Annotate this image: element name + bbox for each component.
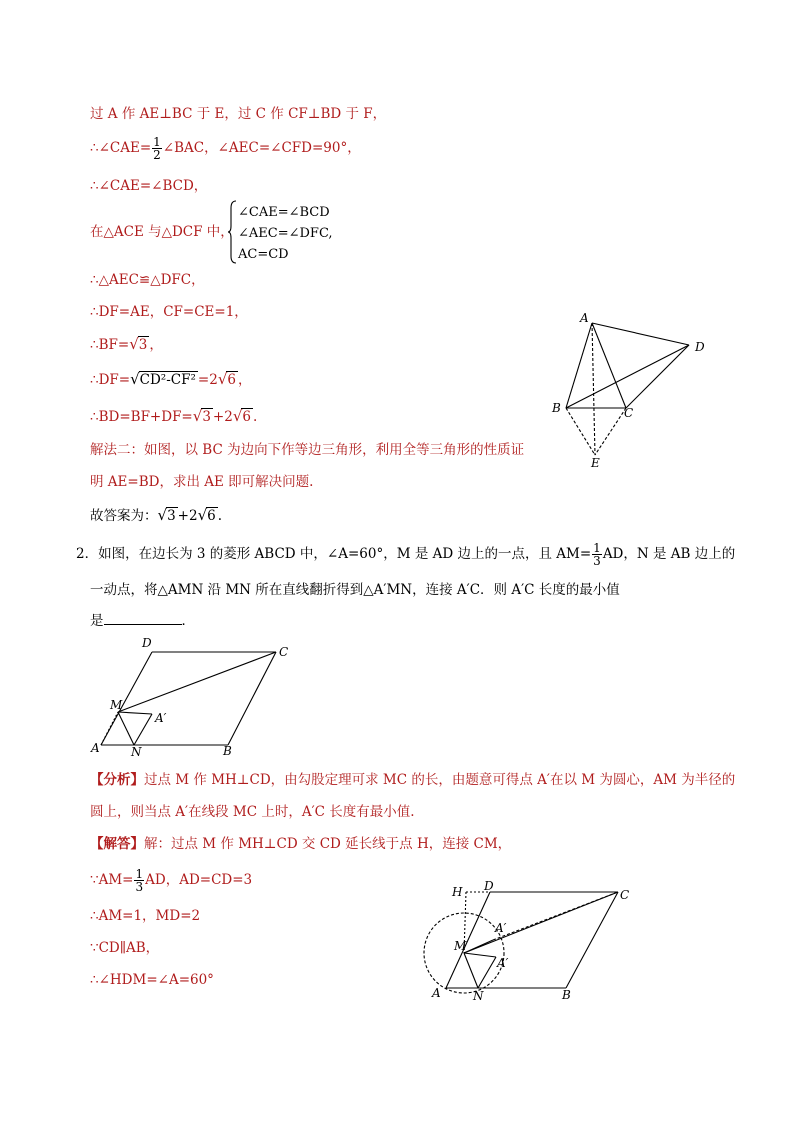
fig2-label-c: C <box>279 645 289 659</box>
fig2-label-b: B <box>223 744 232 758</box>
text-line-3: ∴∠CAE=∠BCD， <box>90 178 208 194</box>
analysis-line-2: 圆上，则当点 A′在线段 MC 上时，A′C 长度有最小值. <box>90 804 415 820</box>
text-line-10: 解法二：如图，以 BC 为边向下作等边三角形，利用全等三角形的性质证 <box>90 442 525 458</box>
text-line-4: 在△ACE 与△DCF 中， <box>90 224 234 240</box>
text-line-9: ∴BD=BF+DF=√3 +2√6 . <box>90 407 258 425</box>
solution-line-3: ∴AM=1，MD=2 <box>90 908 201 924</box>
fig2-label-m: M <box>110 698 123 712</box>
solution-line-5: ∴∠HDM=∠A=60° <box>90 972 214 988</box>
question-2-line-1: 2．如图，在边长为 3 的菱形 ABCD 中，∠A=60°，M 是 AD 边上的一点，且 AM= $\frac{1}{3}$ AD，N 是 AB 边上的 <box>76 541 736 568</box>
solution-line-1: 【解答】解：过点 M 作 MH⊥CD 交 CD 延长线于点 H，连接 CM， <box>90 836 512 852</box>
solution-line-4: ∵CD∥AB， <box>90 940 160 956</box>
fig3-label-a-prime-1: A′ <box>495 921 507 935</box>
fig2-label-a-prime: A′ <box>155 711 167 725</box>
fig2-label-a: A <box>91 741 100 755</box>
question-2-line-2: 一动点，将△AMN 沿 MN 所在直线翻折得到△A′MN，连接 A′C．则 A′C 长度的最小值 <box>90 582 620 598</box>
text-line-8: ∴DF=√CD²-CF² =2√6 ， <box>90 370 252 388</box>
fig3-label-a-prime-2: A′ <box>497 956 509 970</box>
text-line-5: ∴△AEC≌△DFC， <box>90 272 205 288</box>
analysis-line-1: 【分析】过点 M 作 MH⊥CD，由勾股定理可求 MC 的长，由题意可得点 A′在以 M 为圆心，AM 为半径的 <box>90 772 736 788</box>
fig1-label-d: D <box>695 340 705 354</box>
text-line-7: ∴BF=√3 ， <box>90 335 163 353</box>
fig3-label-b: B <box>562 988 571 1002</box>
text-line-1: 过 A 作 AE⊥BC 于 E，过 C 作 CF⊥BD 于 F， <box>90 106 387 122</box>
fig1-label-b: B <box>552 401 561 415</box>
fig3-label-m: M <box>454 939 467 953</box>
text-line-6: ∴DF=AE，CF=CE=1， <box>90 304 248 320</box>
fig3-label-h: H <box>452 885 463 899</box>
fig1-label-a: A <box>580 311 589 325</box>
fig1-label-e: E <box>591 456 600 470</box>
question-2-line-3: 是 ． <box>90 610 195 631</box>
fig3-label-d: D <box>484 879 494 893</box>
fig3-label-n: N <box>473 989 484 1003</box>
text-line-11: 明 AE=BD，求出 AE 即可解决问题. <box>90 474 314 490</box>
fig2-label-d: D <box>142 636 152 650</box>
text-line-2: ∴∠CAE= $\frac{1}{2}$ ∠BAC，∠AEC=∠CFD=90°， <box>90 135 361 162</box>
fig3-label-a: A <box>432 986 441 1000</box>
fig1-label-c: C <box>624 406 634 420</box>
solution-line-2: ∵AM= $\frac{1}{3}$ AD，AD=CD=3 <box>90 867 253 894</box>
equation-system: ∠CAE=∠BCD ∠AEC=∠DFC, AC=CD <box>238 205 333 262</box>
fig2-label-n: N <box>131 745 142 759</box>
answer-line: 故答案为：√3 +2√6 . <box>90 506 223 524</box>
fig3-label-c: C <box>620 888 630 902</box>
